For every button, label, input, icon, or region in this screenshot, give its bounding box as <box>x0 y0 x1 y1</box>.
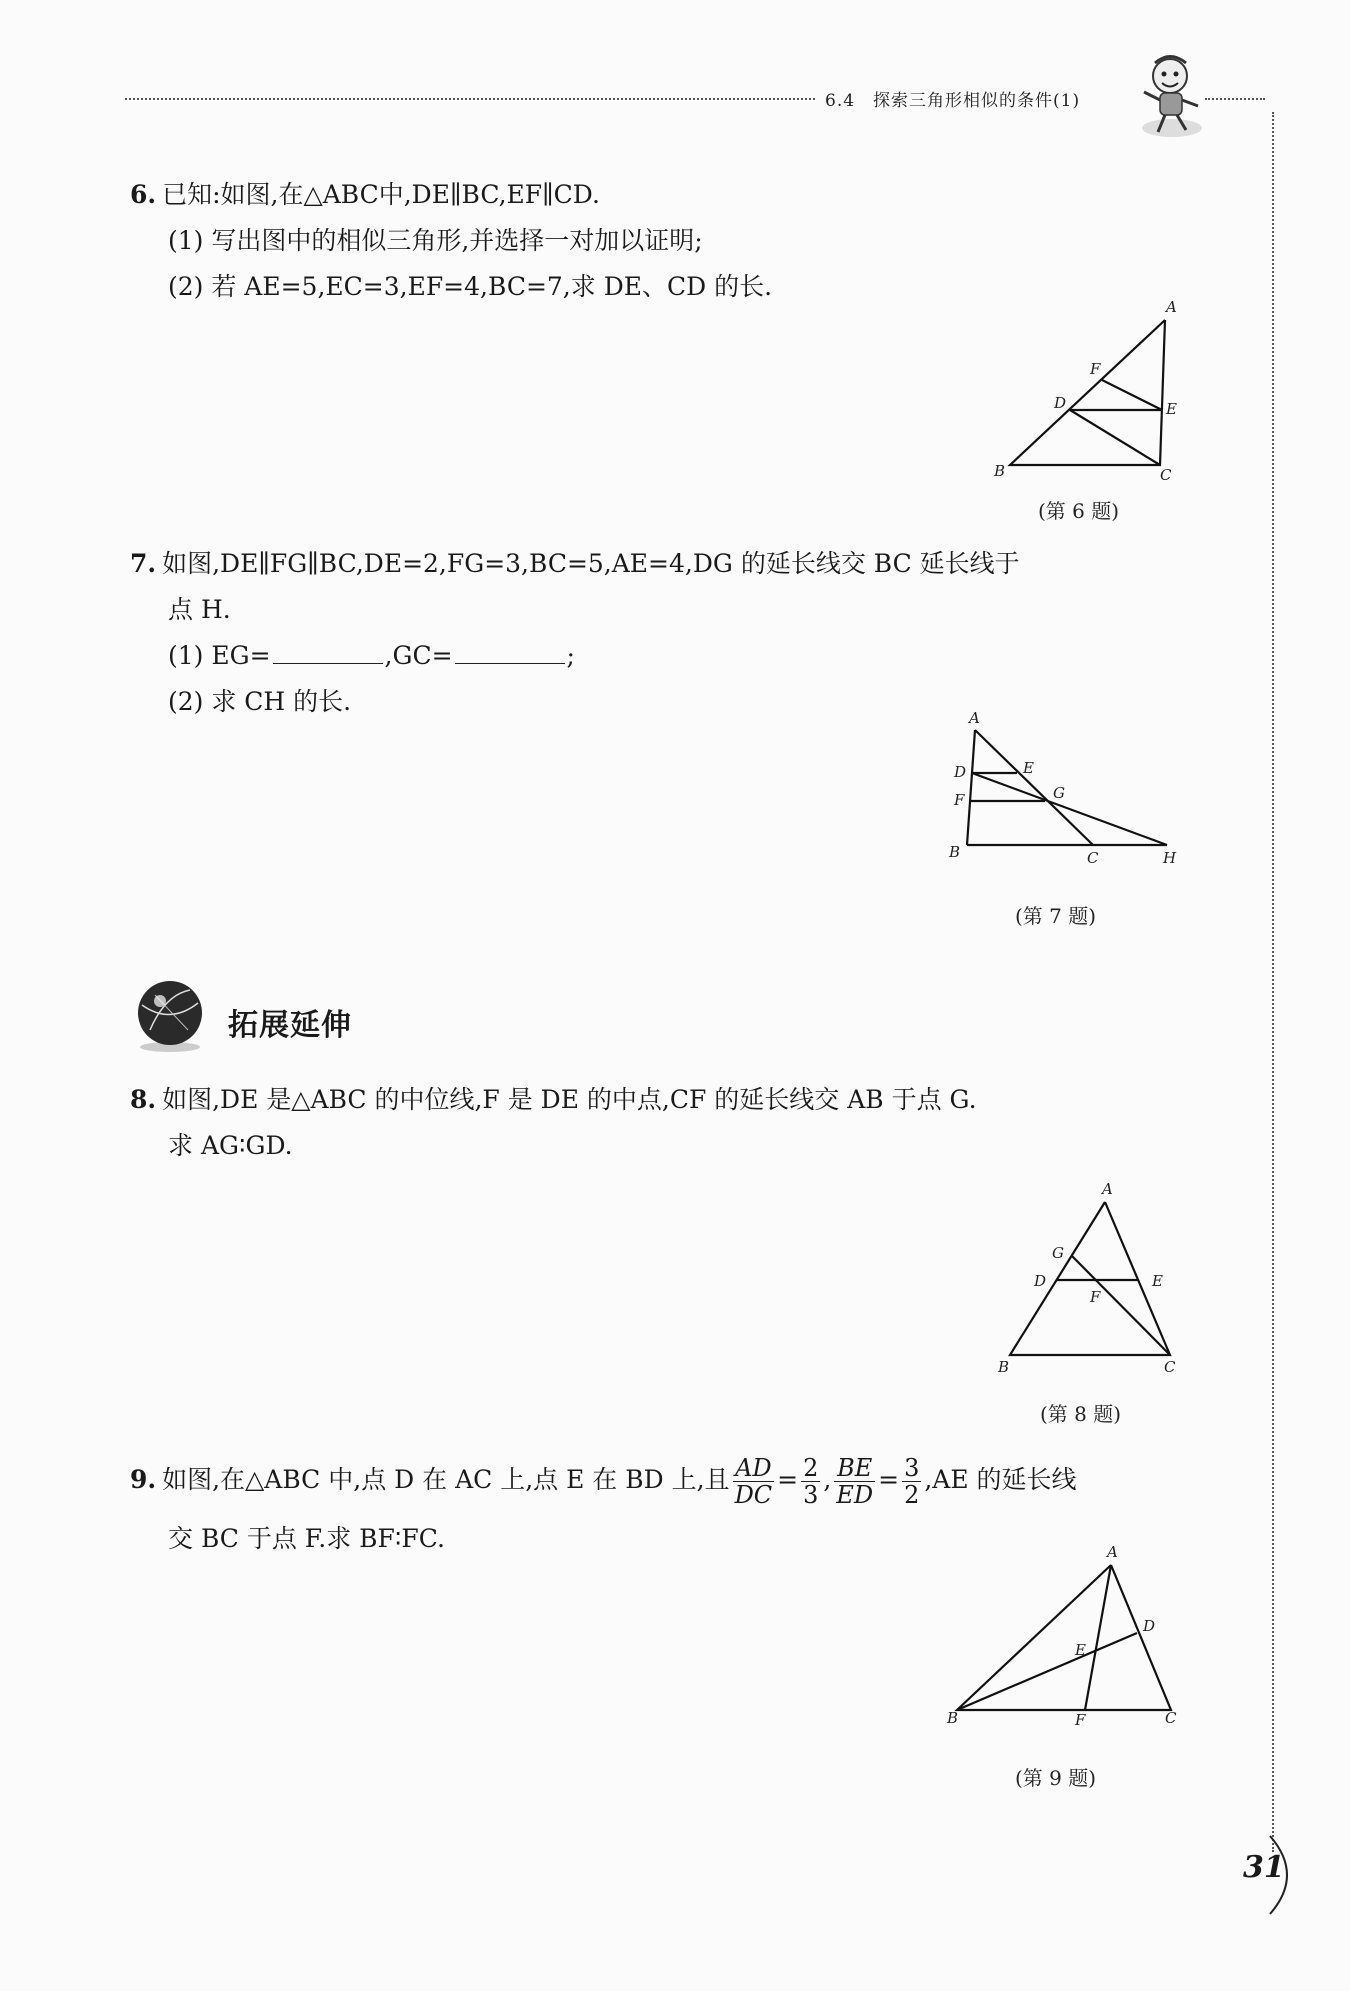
label-B: B <box>947 1709 959 1725</box>
figure-8-diagram <box>990 1180 1190 1380</box>
label-E: E <box>1152 1272 1163 1290</box>
header-dotted-rule <box>125 98 815 100</box>
figure-6-caption: (第 6 题) <box>1038 499 1120 523</box>
label-E: E <box>1166 400 1177 418</box>
label-A: A <box>1102 1180 1113 1198</box>
mascot-illustration <box>1130 48 1215 143</box>
question-part-2: (2) 求 CH 的长. <box>168 687 352 716</box>
label-D: D <box>1034 1272 1047 1290</box>
question-number: 7. <box>130 549 157 578</box>
label-G: G <box>1052 1244 1064 1262</box>
figure-6-diagram <box>990 290 1190 485</box>
label-F: F <box>1075 1711 1086 1725</box>
figure-6 <box>990 290 1190 489</box>
label-H: H <box>1163 849 1177 867</box>
question-number: 9. <box>130 1465 157 1494</box>
label-B: B <box>994 462 1006 480</box>
separator: , <box>823 1465 832 1494</box>
question-part-2: (2) 若 AE=5,EC=3,EF=4,BC=7,求 DE、CD 的长. <box>168 272 773 301</box>
answer-blank-eg[interactable] <box>273 635 383 664</box>
part-1-mid: ,GC= <box>384 641 453 670</box>
label-E: E <box>1075 1641 1086 1659</box>
question-7 <box>130 541 1230 725</box>
equals-sign: = <box>777 1465 799 1494</box>
label-F: F <box>1090 360 1101 378</box>
section-title: 拓展延伸 <box>228 1008 352 1043</box>
label-C: C <box>1160 466 1172 484</box>
margin-dotted-rule <box>1272 112 1274 1852</box>
question-8 <box>130 1077 1230 1169</box>
label-B: B <box>998 1358 1010 1376</box>
label-B: B <box>949 843 961 861</box>
label-F: F <box>954 791 965 809</box>
fraction-be-ed: $\frac{BE}{ED}$ <box>836 1454 874 1509</box>
figure-9 <box>945 1545 1180 1729</box>
label-G: G <box>1053 784 1065 802</box>
figure-9-caption: (第 9 题) <box>1015 1766 1097 1790</box>
answer-blank-gc[interactable] <box>455 635 565 664</box>
question-stem-cont: 求 AG∶GD. <box>168 1131 293 1160</box>
question-number: 8. <box>130 1085 157 1114</box>
label-D: D <box>1054 394 1067 412</box>
label-C: C <box>1087 849 1099 867</box>
label-A: A <box>969 709 980 727</box>
label-C: C <box>1164 1358 1176 1376</box>
question-stem: 已知:如图,在△ABC中,DE∥BC,EF∥CD. <box>162 180 600 209</box>
label-F: F <box>1090 1288 1101 1306</box>
fraction-2-3: $\frac{2}{3}$ <box>803 1454 819 1509</box>
label-D: D <box>1143 1617 1156 1635</box>
figure-9-diagram <box>945 1545 1180 1725</box>
section-header: 6.4 探索三角形相似的条件(1) <box>825 91 1081 111</box>
figure-7-diagram <box>945 705 1185 880</box>
question-stem: 如图,在△ABC 中,点 D 在 AC 上,点 E 在 BD 上,且 <box>162 1465 730 1494</box>
figure-7 <box>945 705 1185 884</box>
part-1-prefix: (1) EG= <box>168 641 271 670</box>
fraction-3-2: $\frac{3}{2}$ <box>904 1454 920 1509</box>
question-stem: 如图,DE 是△ABC 的中位线,F 是 DE 的中点,CF 的延长线交 AB 于点 G. <box>162 1085 977 1114</box>
question-stem-tail: ,AE 的延长线 <box>924 1465 1077 1494</box>
globe-icon <box>130 975 210 1055</box>
figure-8 <box>990 1180 1190 1384</box>
label-A: A <box>1107 1545 1118 1561</box>
equals-sign: = <box>878 1465 900 1494</box>
question-stem-cont: 点 H. <box>168 595 231 624</box>
part-1-suffix: ; <box>566 641 575 670</box>
fraction-ad-dc: $\frac{AD}{DC}$ <box>734 1454 773 1509</box>
figure-7-caption: (第 7 题) <box>1015 904 1097 928</box>
question-number: 6. <box>130 180 157 209</box>
question-part-1: (1) 写出图中的相似三角形,并选择一对加以证明; <box>168 226 703 255</box>
figure-8-caption: (第 8 题) <box>1040 1402 1122 1426</box>
label-E: E <box>1023 759 1034 777</box>
question-stem-cont: 交 BC 于点 F.求 BF∶FC. <box>168 1524 445 1553</box>
label-A: A <box>1166 298 1177 316</box>
question-stem: 如图,DE∥FG∥BC,DE=2,FG=3,BC=5,AE=4,DG 的延长线交 BC 延长线于 <box>162 549 1020 578</box>
label-C: C <box>1165 1709 1177 1725</box>
page-number: 31 <box>1243 1850 1285 1885</box>
label-D: D <box>954 763 967 781</box>
